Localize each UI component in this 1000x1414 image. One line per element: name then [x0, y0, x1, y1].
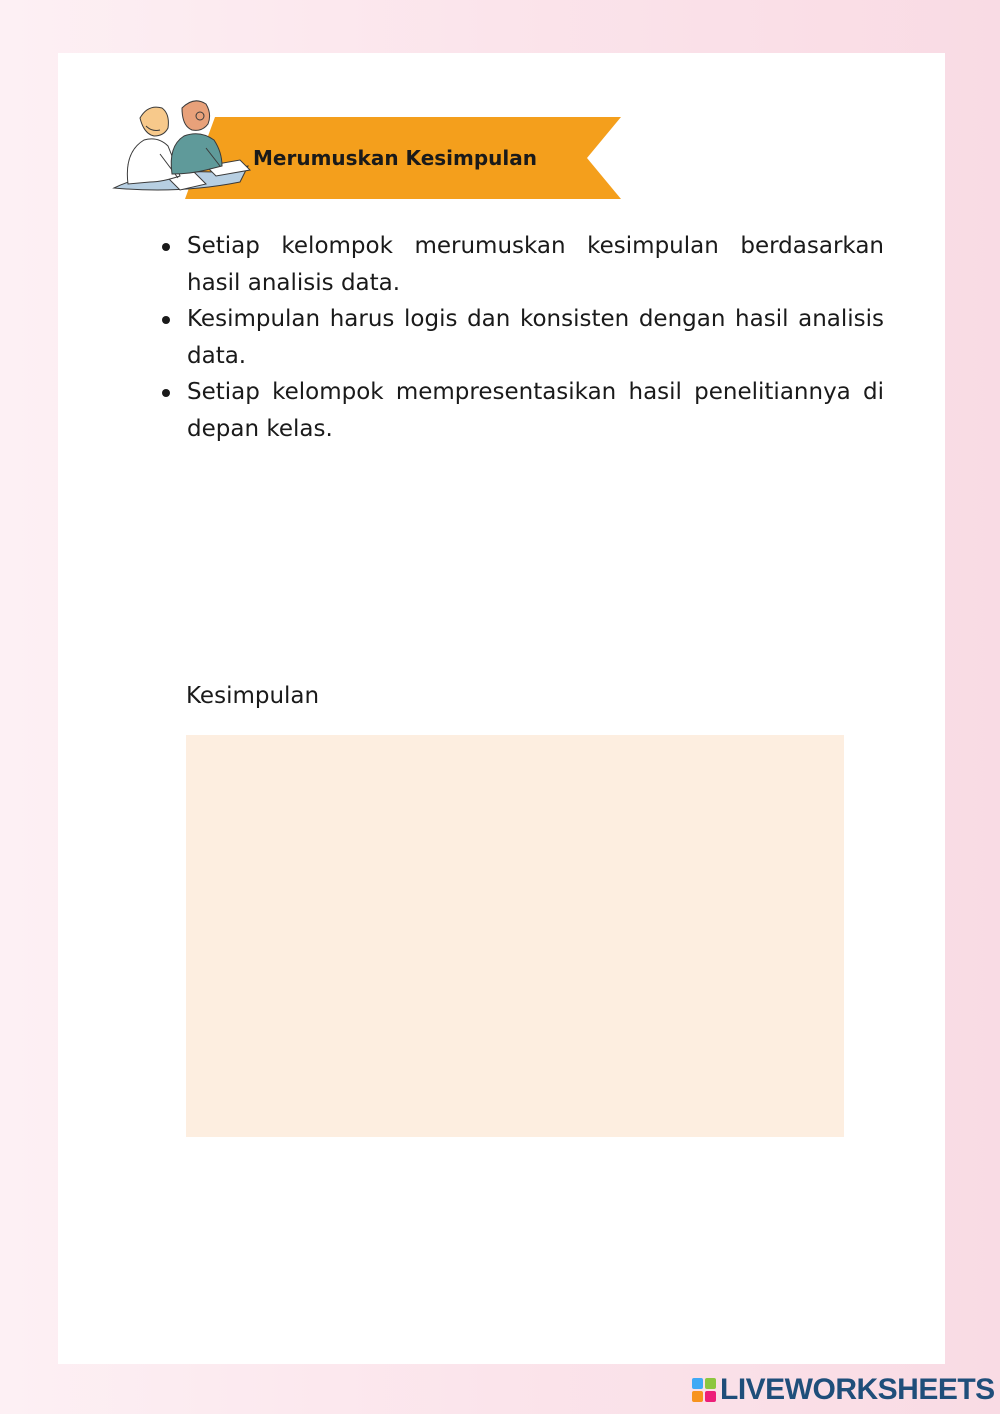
liveworksheets-logo-icon [692, 1378, 716, 1402]
instruction-item [158, 374, 884, 447]
bullet-icon [162, 243, 170, 251]
students-writing-illustration-icon [110, 96, 260, 196]
bullet-icon [162, 316, 170, 324]
instruction-text: Setiap kelompok merumuskan kesimpulan berdasarkan hasil analisis data. [187, 233, 884, 296]
conclusion-answer-field[interactable] [186, 735, 844, 1137]
instruction-text: Kesimpulan harus logis dan konsisten dengan hasil analisis data. [187, 306, 884, 369]
instruction-list [158, 228, 884, 447]
brand-name: LIVEWORKSHEETS [720, 1373, 995, 1406]
instruction-text: Setiap kelompok mempresentasikan hasil penelitiannya di depan kelas. [187, 379, 884, 442]
section-title: Merumuskan Kesimpulan [253, 146, 538, 170]
instruction-item [158, 228, 884, 301]
bullet-icon [162, 389, 170, 397]
liveworksheets-branding [692, 1373, 995, 1407]
instruction-item [158, 301, 884, 374]
answer-label: Kesimpulan [186, 683, 320, 709]
